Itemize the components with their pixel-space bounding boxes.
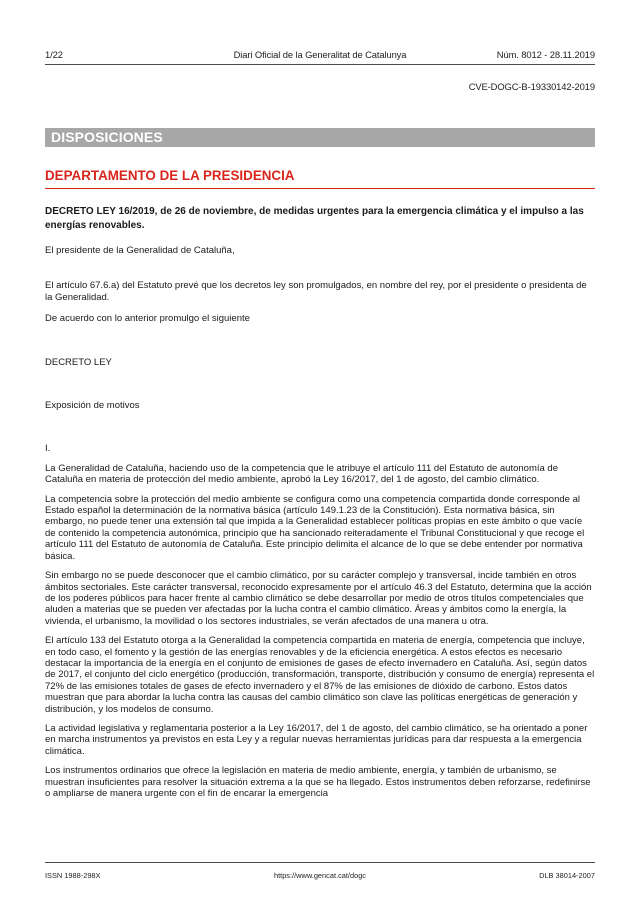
paragraph-actividad-legislativa: La actividad legislativa y reglamentaria posterior a la Ley 16/2017, del 1 de agosto, del cambio climático, se ha orientado a poner en marcha instrumentos ya previstos en esta Ley y a regular nuevas herramientas jurídicas para dar respuesta a la emergencia climática.	[45, 722, 588, 757]
legal-deposit: DLB 38014-2007	[539, 871, 595, 880]
gencat-url: https://www.gencat.cat/dogc	[273, 871, 367, 880]
paragraph-decreto-ley: DECRETO LEY	[45, 356, 112, 368]
footer-divider	[45, 862, 595, 863]
paragraph-competencia: La competencia sobre la protección del medio ambiente se configura como una competencia compartida donde corresponde al Estado español la determinación de la normativa básica (artículo 149.1.23 de la Constitución). Esta normativa básica, sin embargo, no puede tener una extensión tal que impida a la Generalidad establecer políticas propias en este ámbito o que vacíe de contenido la competencia autonómica, principio que ha sancionado reiteradamente el Tribunal Constitucional y que recoge el artículo 111 del Estatuto de autonomía de Cataluña. Este principio delimita el alcance de lo que se debe entender por normativa básica.	[45, 493, 585, 562]
cve-code: CVE-DOGC-B-19330142-2019	[468, 81, 595, 92]
document-body	[45, 205, 595, 799]
page-number: 1/22	[45, 49, 63, 60]
issue-number-date: Núm. 8012 - 28.11.2019	[496, 49, 595, 60]
section-banner	[45, 128, 595, 147]
paragraph-ley-16-2017: La Generalidad de Cataluña, haciendo uso de la competencia que le atribuye el artículo 111 del Estatuto de autonomía de Cataluña en materia de protección del medio ambiente, aprobó la Ley 16/2017, del 1 de agosto, del cambio climático.	[45, 462, 558, 486]
paragraph-instrumentos: Los instrumentos ordinarios que ofrece la legislación en materia de medio ambiente, energía, y también de urbanismo, se muestran insuficientes para resolver la situación extrema a la que se ha llegado. Estos instrumentos deben reforzarse, redefinirse o ampliarse de manera urgente con el fin de encarar la emergencia	[45, 765, 591, 799]
issn: ISSN 1988-298X	[45, 871, 101, 880]
paragraph-articulo-133: El artículo 133 del Estatuto otorga a la Generalidad la competencia compartida en materia de energía, competencia que incluye, en todo caso, el fomento y la gestión de las energías renovables y de la eficiencia energética. A estos efectos es necesario destacar la importancia de la energía en el conjunto de emisiones de gases de efecto invernadero en Cataluña. Así, según datos de 2017, el conjunto del ciclo energético (producción, transformación, transporte, distribución y consumo de energía) representa el 72% de las emisiones totales de gases de efecto invernadero y el 87% de las emisiones de dióxido de carbono. Estos datos muestran que para abordar la lucha contra las causas del cambio climático son clave las políticas energéticas de generación y distribución, y los modelos de consumo.	[45, 635, 595, 715]
paragraph-transversal: Sin embargo no se puede desconocer que el cambio climático, por su carácter complejo y transversal, incide también en otros ámbitos sectoriales. Este carácter transversal, reconocido expresamente por el artículo 46.3 del Estatuto, determina que la acción de los poderes públicos para hacer frente al cambio climático se debe desarrollar por medio de otros títulos competenciales que aluden a materias que se pueden ver afectadas por la lucha contra el cambio climático. Áreas y ámbitos como la energía, la vivienda, el urbanismo, la movilidad o los sectores industriales, se verán afectados de una manera u otra.	[45, 570, 592, 627]
department-divider	[45, 188, 595, 189]
paragraph-presidente: El presidente de la Generalidad de Cataluña,	[45, 245, 235, 256]
paragraph-exposicion-motivos: Exposición de motivos	[45, 400, 140, 412]
decree-title: DECRETO LEY 16/2019, de 26 de noviembre, de medidas urgentes para la emergencia climática y el impulso a las energías renovables.	[45, 206, 584, 231]
header-divider	[45, 64, 595, 65]
section-title: DISPOSICIONES	[51, 129, 163, 145]
paragraph-section-i: I.	[45, 443, 51, 455]
department-heading: DEPARTAMENTO DE LA PRESIDENCIA	[45, 168, 295, 183]
paragraph-promulgo: De acuerdo con lo anterior promulgo el siguiente	[45, 313, 250, 325]
journal-name: Diari Oficial de la Generalitat de Catalunya	[233, 49, 407, 60]
paragraph-articulo-67: El artículo 67.6.a) del Estatuto prevé que los decretos ley son promulgados, en nombre del rey, por el presidente o presidenta de la Generalidad.	[45, 280, 587, 303]
